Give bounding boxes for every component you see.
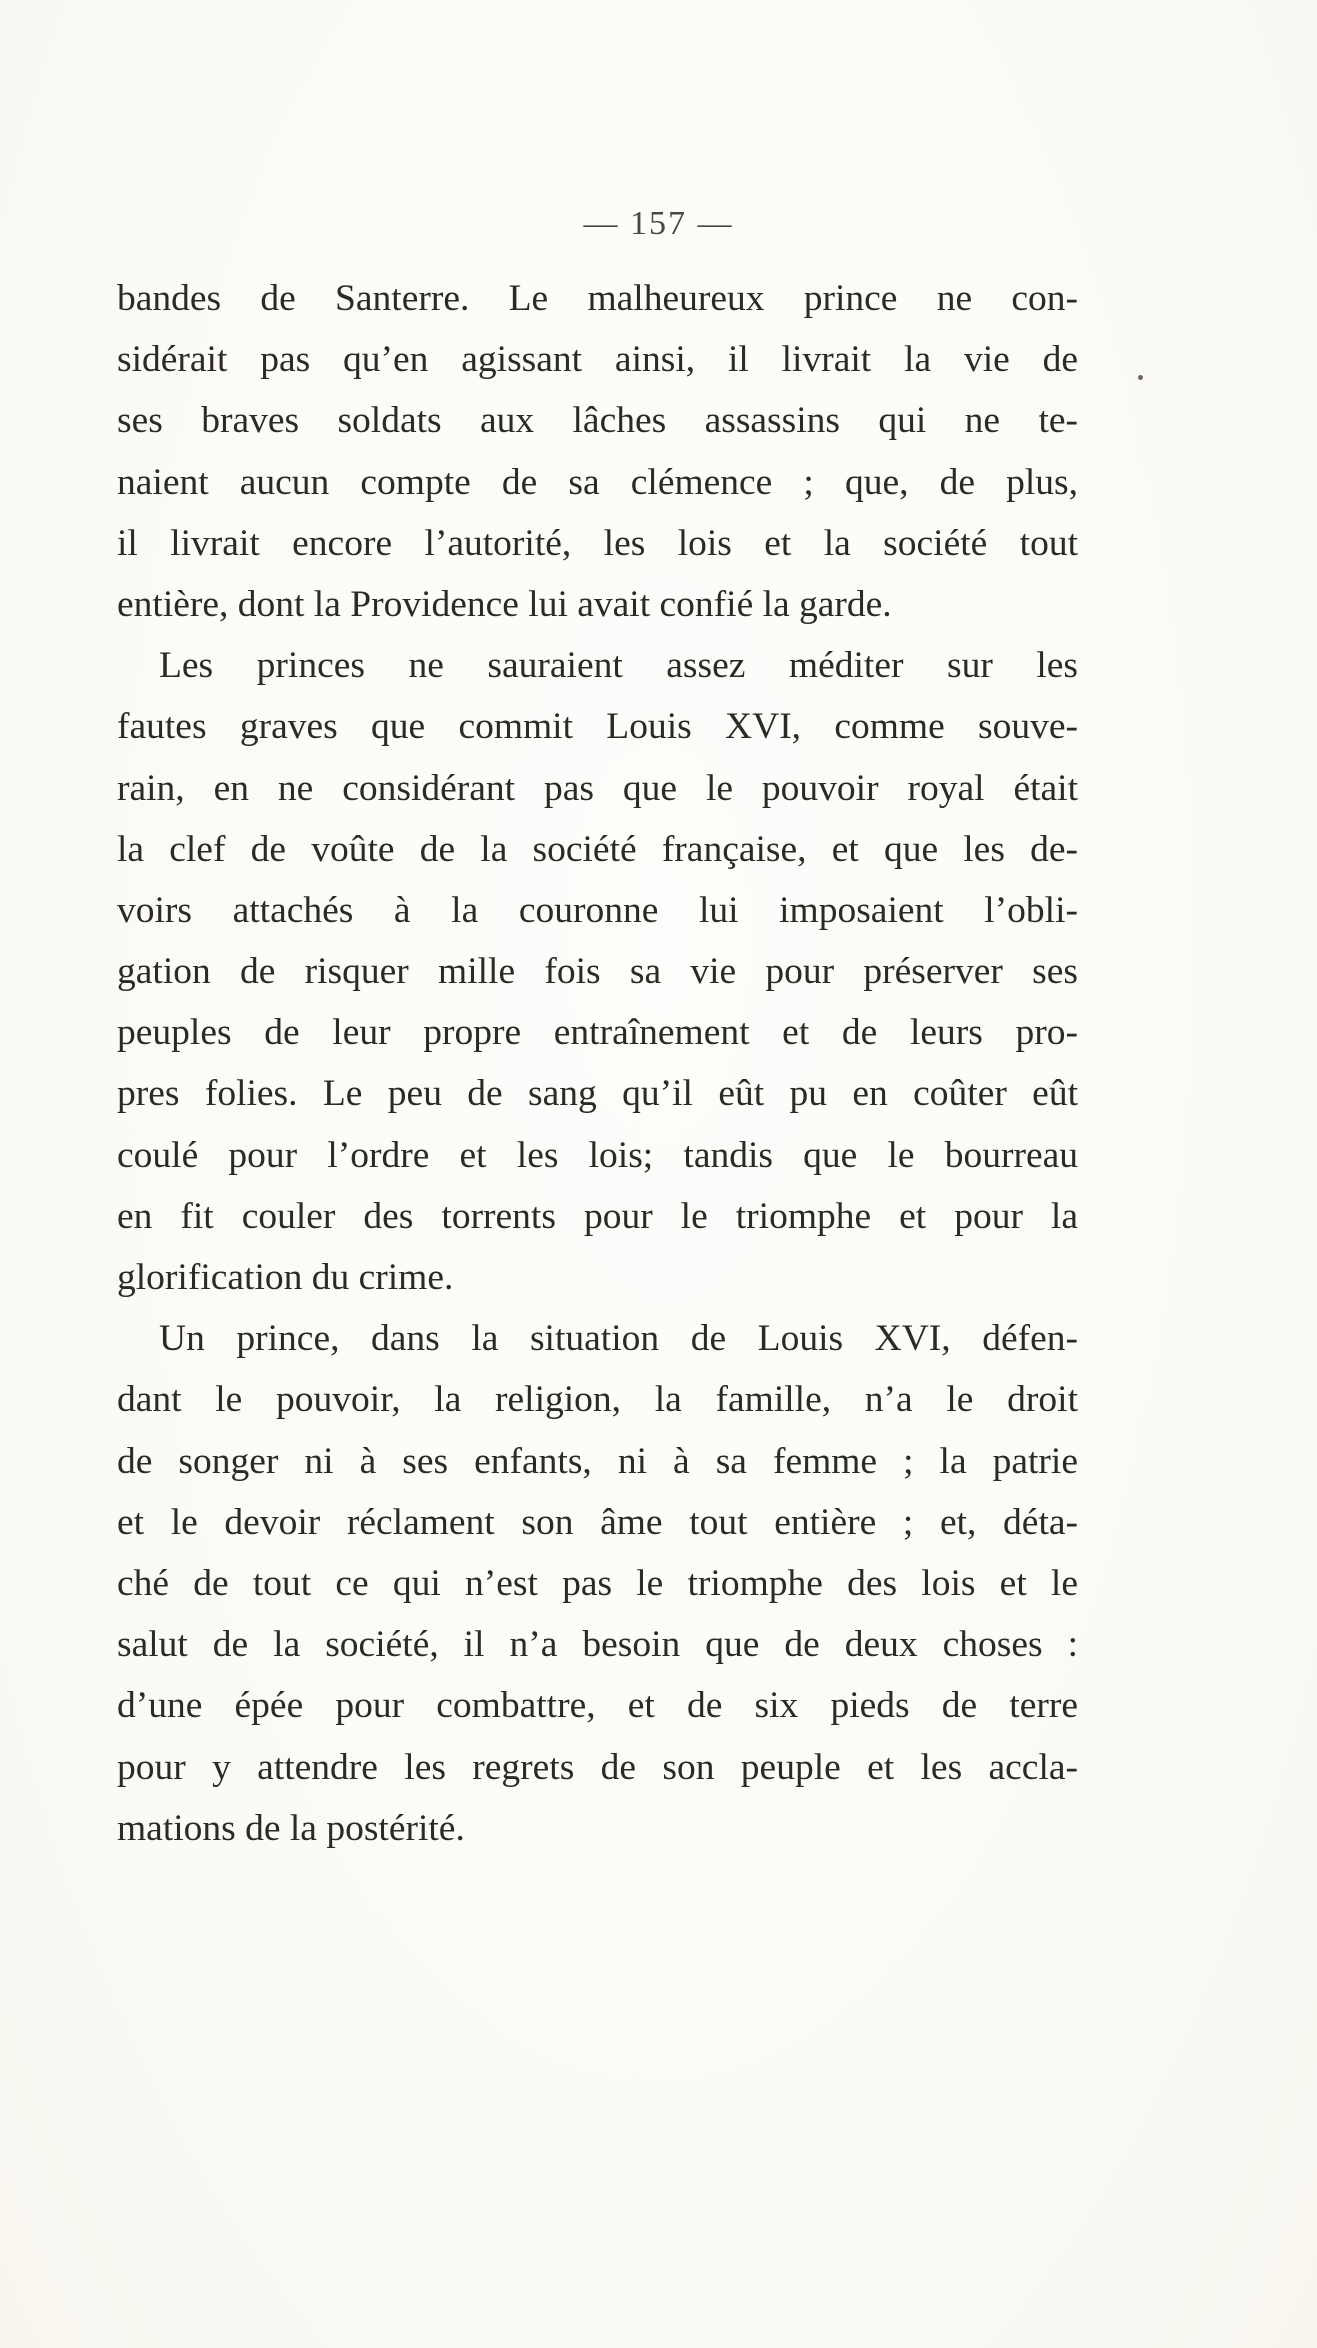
text-line: glorification du crime.: [117, 1257, 454, 1298]
text-line: pres folies. Le peu de sang qu’il eût pu en coûter eût: [117, 1073, 1078, 1115]
text-line: et le devoir réclament son âme tout entière ; et, déta-: [117, 1501, 1078, 1543]
text-line: Un prince, dans la situation de Louis XVI, défen-: [159, 1318, 1078, 1360]
text-line: salut de la société, il n’a besoin que de deux choses :: [117, 1624, 1078, 1666]
text-line: mations de la postérité.: [117, 1807, 465, 1849]
text-line: bandes de Santerre. Le malheureux prince ne con-: [117, 278, 1078, 319]
text-line: gation de risquer mille fois sa vie pour préserver ses: [117, 951, 1078, 993]
text-line: de songer ni à ses enfants, ni à sa femme ; la patrie: [117, 1440, 1078, 1482]
paragraph-1: [117, 268, 1078, 635]
text-line: fautes graves que commit Louis XVI, comme souve-: [117, 706, 1078, 748]
text-line: d’une épée pour combattre, et de six pieds de terre: [117, 1685, 1078, 1727]
paragraph-2: [117, 635, 1078, 1308]
text-line: entière, dont la Providence lui avait confié la garde.: [117, 583, 892, 625]
text-line: pour y attendre les regrets de son peuple et les accla-: [117, 1746, 1078, 1788]
text-line: en fit couler des torrents pour le triomphe et pour la: [117, 1195, 1078, 1237]
text-line: ses braves soldats aux lâches assassins qui ne te-: [117, 400, 1078, 442]
text-line: dant le pouvoir, la religion, la famille, n’a le droit: [117, 1379, 1078, 1421]
text-line: voirs attachés à la couronne lui imposaient l’obli-: [117, 889, 1078, 931]
text-line: rain, en ne considérant pas que le pouvoir royal était: [117, 767, 1078, 809]
text-line: ché de tout ce qui n’est pas le triomphe des lois et le: [117, 1562, 1078, 1604]
text-line: peuples de leur propre entraînement et de leurs pro-: [117, 1012, 1078, 1054]
paragraph-3: [117, 1308, 1078, 1859]
text-line: il livrait encore l’autorité, les lois et la société tout: [117, 522, 1078, 564]
text-line: sidérait pas qu’en agissant ainsi, il livrait la vie de: [117, 339, 1078, 381]
text-line: la clef de voûte de la société française, et que les de-: [117, 828, 1078, 870]
page-number: — 157 —: [583, 205, 734, 242]
print-speck: [1138, 375, 1143, 380]
text-line: coulé pour l’ordre et les lois; tandis que le bourreau: [117, 1134, 1078, 1176]
text-line: naient aucun compte de sa clémence ; que, de plus,: [117, 461, 1078, 503]
text-line: Les princes ne sauraient assez méditer sur les: [159, 645, 1078, 687]
body-text: [117, 268, 1078, 1859]
